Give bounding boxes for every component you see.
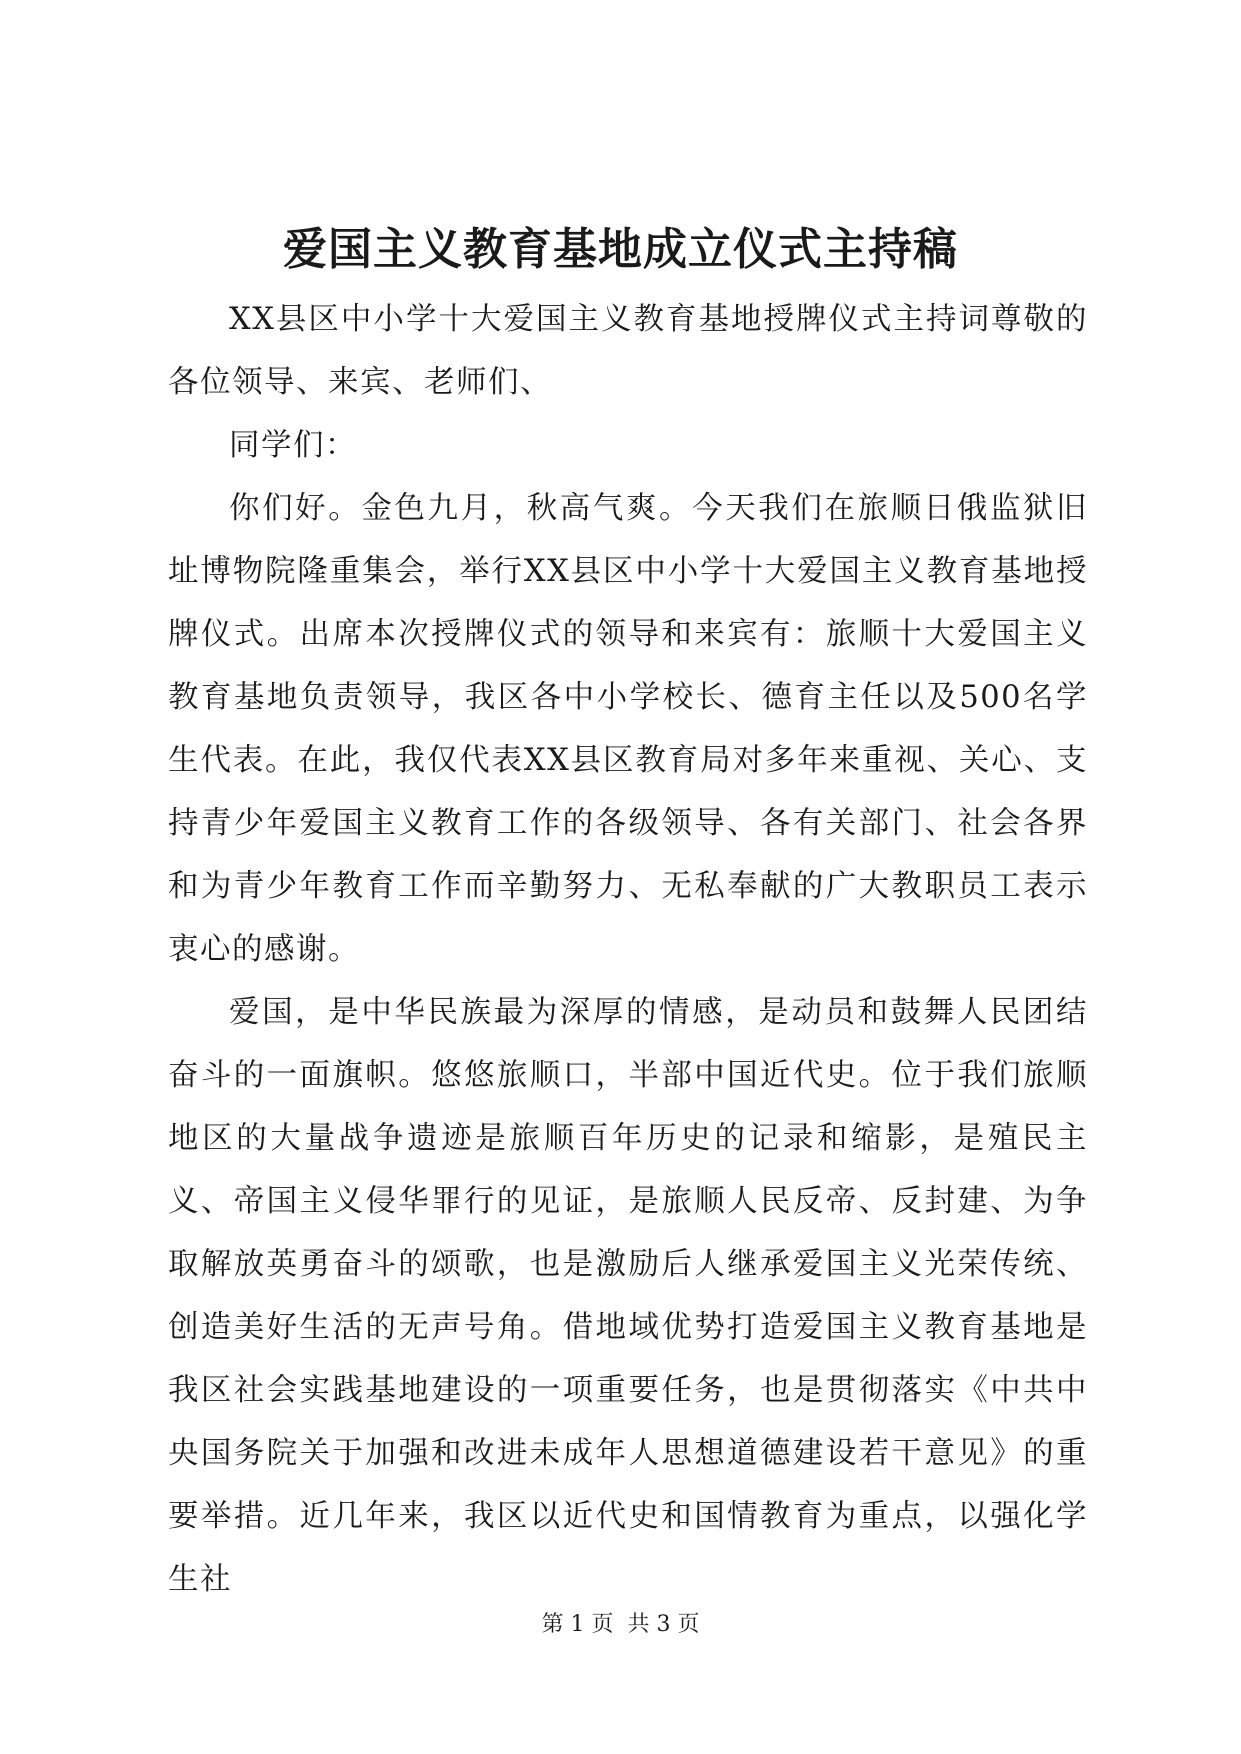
document-title: 爱国主义教育基地成立仪式主持稿 [283, 224, 958, 275]
paragraph: 爱国，是中华民族最为深厚的情感，是动员和鼓舞人民团结奋斗的一面旗帜。悠悠旅顺口，半部中国近代史。位于我们旅顺地区的大量战争遗迹是旅顺百年历史的记录和缩影，是殖民主义、帝国主义侵华罪行的见证，是旅顺人民反帝、反封建、为争取解放英勇奋斗的颂歌，也是激励后人继承爱国主义光荣传统、创造美好生活的无声号角。借地域优势打造爱国主义教育基地是我区社会实践基地建设的一项重要任务，也是贯彻落实《中共中央国务院关于加强和改进未成年人思想道德建设若干意见》的重要举措。近几年来，我区以近代史和国情教育为重点，以强化学生社 [168, 995, 1088, 1597]
document-body [168, 288, 1088, 1611]
paragraph: 同学们： [229, 428, 357, 463]
paragraph: 你们好。金色九月，秋高气爽。今天我们在旅顺日俄监狱旧址博物院隆重集会，举行XX县区中小学十大爱国主义教育基地授牌仪式。出席本次授牌仪式的领导和来宾有：旅顺十大爱国主义教育基地负责领导，我区各中小学校长、德育主任以及500名学生代表。在此，我仅代表XX县区教育局对多年来重视、关心、支持青少年爱国主义教育工作的各级领导、各有关部门、社会各界和为青少年教育工作而辛勤努力、无私奉献的广大教职员工表示衷心的感谢。 [168, 491, 1088, 967]
paragraph: XX县区中小学十大爱国主义教育基地授牌仪式主持词尊敬的各位领导、来宾、老师们、 [168, 302, 1088, 400]
page-number: 第 1 页 共 3 页 [541, 1612, 700, 1637]
